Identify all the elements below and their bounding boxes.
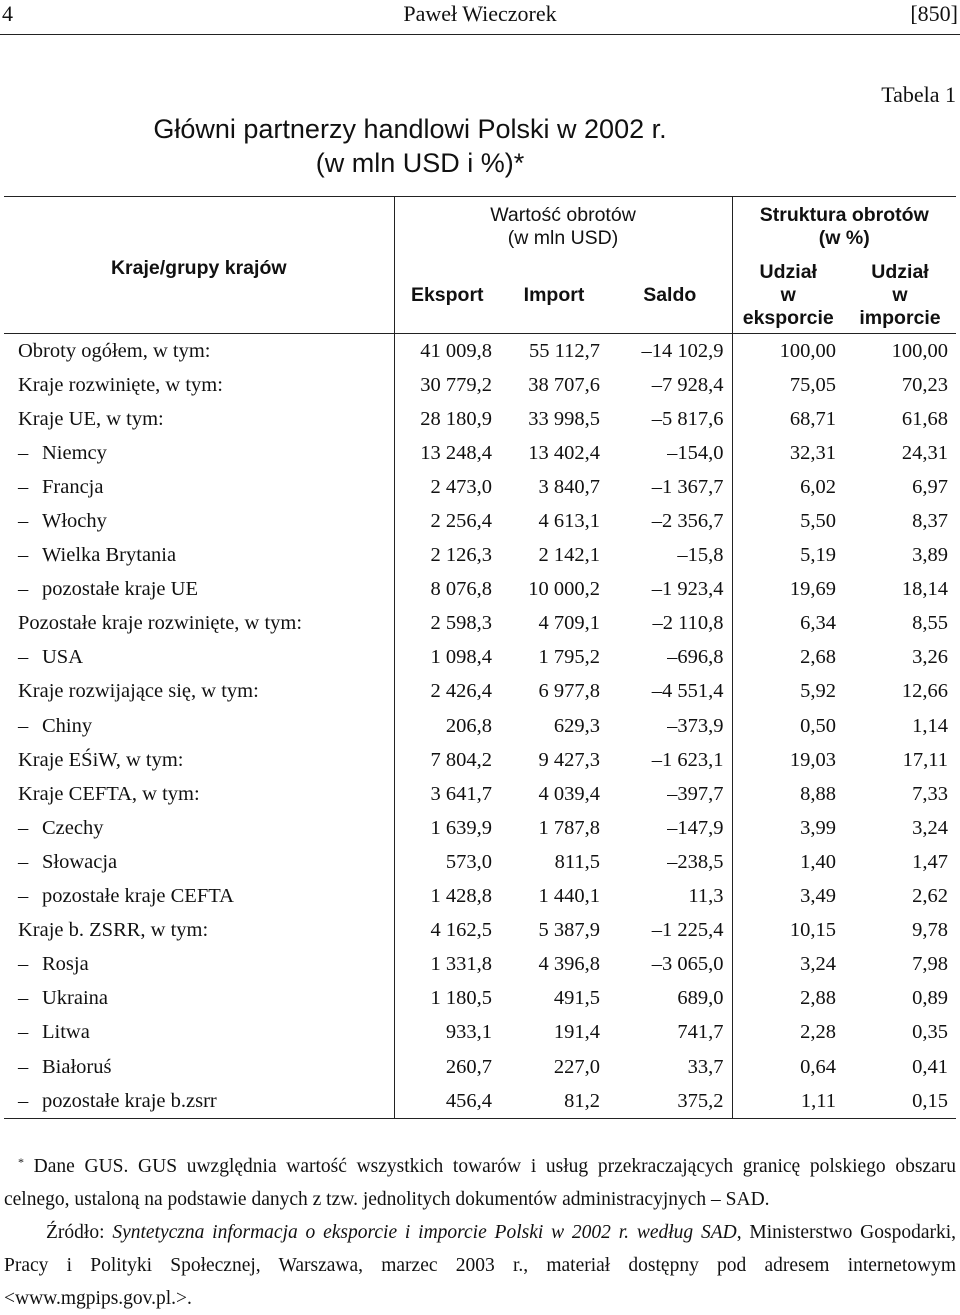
cell-share-export: 5,19 — [732, 539, 844, 573]
cell-share-import: 12,66 — [901, 680, 948, 703]
cell-import: 9 427,3 — [538, 748, 600, 771]
row-name: pozostałe kraje UE — [42, 578, 198, 601]
cell-saldo: –4 551,4 — [651, 680, 724, 703]
cell-export: 573,0 — [394, 845, 500, 879]
cell-share-export: 2,68 — [732, 641, 844, 675]
footnote-text: Dane GUS. GUS uwzględnia wartość wszystkich towarów i usług przekraczających granicę polskiego obszaru celnego, ustaloną na podstawie danych z tzw. jednolitych dokumentów administracyjnych – SAD. — [4, 1156, 956, 1210]
row-label — [4, 436, 394, 470]
col-group-structure-line2: (w %) — [818, 227, 870, 249]
table-subtitle: (w mln USD i %)* — [315, 148, 525, 178]
cell-import: 38 707,6 — [528, 373, 600, 396]
row-name: Wielka Brytania — [42, 544, 177, 567]
row-name: Kraje CEFTA, w tym: — [18, 782, 200, 805]
cell-share-import: 100,00 — [891, 339, 948, 362]
cell-import: 33 998,5 — [528, 407, 600, 430]
row-name: Chiny — [42, 714, 93, 737]
cell-share-import: 0,15 — [844, 1084, 956, 1119]
cell-saldo: –14 102,9 — [641, 339, 724, 362]
cell-saldo: –397,7 — [667, 782, 724, 805]
dash-marker: – — [18, 510, 29, 533]
cell-share-import: 9,78 — [912, 919, 948, 942]
table-row — [4, 1016, 956, 1050]
cell-saldo: 33,7 — [687, 1055, 724, 1078]
cell-export: 260,7 — [394, 1050, 500, 1084]
cell-saldo: –2 110,8 — [652, 612, 724, 635]
cell-share-export: 1,11 — [732, 1084, 844, 1119]
table-row — [4, 1050, 956, 1084]
cell-share-export: 19,69 — [732, 573, 844, 607]
cell-share-import: 17,11 — [902, 748, 948, 771]
cell-share-export: 68,71 — [732, 402, 844, 436]
table-row — [4, 914, 956, 948]
page-header — [0, 0, 960, 30]
row-label — [4, 504, 394, 538]
cell-import: 811,5 — [554, 850, 600, 873]
cell-saldo: –696,8 — [667, 646, 724, 669]
table-row — [4, 607, 956, 641]
table-row — [4, 743, 956, 777]
cell-export: 1 180,5 — [394, 982, 500, 1016]
cell-export: 2 473,0 — [394, 470, 500, 504]
table-row — [4, 334, 956, 369]
cell-share-import: 0,35 — [912, 1021, 948, 1044]
row-label — [4, 743, 394, 777]
table-row — [4, 811, 956, 845]
cell-share-export: 0,64 — [732, 1050, 844, 1084]
footnote — [4, 1150, 956, 1216]
col-header-saldo: Saldo — [608, 257, 732, 334]
table-row — [4, 880, 956, 914]
cell-saldo: –7 928,4 — [651, 373, 724, 396]
cell-export: 2 598,3 — [394, 607, 500, 641]
cell-import: 1 787,8 — [538, 816, 600, 839]
cell-import: 2 142,1 — [538, 544, 600, 567]
table-row — [4, 368, 956, 402]
row-name: Kraje EŚiW, w tym: — [18, 748, 184, 771]
table-row — [4, 675, 956, 709]
row-label — [4, 845, 394, 879]
dash-marker: – — [18, 885, 29, 908]
cell-import: 4 039,4 — [538, 782, 600, 805]
col-group-value — [394, 197, 732, 258]
row-name: Włochy — [42, 510, 107, 533]
cell-export: 2 126,3 — [394, 539, 500, 573]
cell-share-import: 18,14 — [901, 578, 948, 601]
source-prefix: Źródło: — [46, 1222, 113, 1243]
table-row — [4, 1084, 956, 1119]
table-row — [4, 539, 956, 573]
row-name: Kraje rozwijające się, w tym: — [18, 680, 259, 703]
cell-share-export: 1,40 — [732, 845, 844, 879]
col-header-share-import: Udział w imporcie — [844, 257, 956, 334]
cell-share-import: 1,14 — [912, 714, 948, 737]
cell-import: 55 112,7 — [529, 339, 600, 362]
footnote-marker: * — [18, 1155, 24, 1169]
dash-marker: – — [18, 850, 29, 873]
cell-export: 28 180,9 — [394, 402, 500, 436]
cell-share-import: 0,41 — [912, 1055, 948, 1078]
cell-export: 30 779,2 — [394, 368, 500, 402]
dash-marker: – — [18, 953, 29, 976]
cell-share-export: 8,88 — [732, 777, 844, 811]
cell-saldo: 689,0 — [677, 987, 724, 1010]
row-name: Obroty ogółem, w tym: — [18, 339, 211, 362]
cell-share-export: 10,15 — [732, 914, 844, 948]
cell-export: 3 641,7 — [394, 777, 500, 811]
cell-share-export: 100,00 — [732, 334, 844, 369]
page-number: 4 — [2, 1, 13, 26]
cell-saldo: 741,7 — [677, 1021, 724, 1044]
row-label — [4, 1050, 394, 1084]
cell-import: 81,2 — [500, 1084, 608, 1119]
page-reference: [850] — [910, 1, 958, 26]
table-row — [4, 845, 956, 879]
cell-saldo: –15,8 — [677, 544, 724, 567]
cell-share-export: 5,50 — [732, 504, 844, 538]
row-name: Rosja — [42, 953, 89, 976]
dash-marker: – — [18, 1089, 29, 1112]
row-label — [4, 402, 394, 436]
row-label — [4, 982, 394, 1016]
col-header-import: Import — [500, 257, 608, 334]
row-label — [4, 675, 394, 709]
row-label — [4, 641, 394, 675]
row-label — [4, 709, 394, 743]
cell-share-import: 3,26 — [912, 646, 948, 669]
row-name: Ukraina — [42, 987, 109, 1010]
dash-marker: – — [18, 714, 29, 737]
cell-share-export: 75,05 — [732, 368, 844, 402]
dash-marker: – — [18, 1055, 29, 1078]
cell-import: 491,5 — [553, 987, 600, 1010]
row-name: Litwa — [42, 1021, 90, 1044]
cell-import: 191,4 — [553, 1021, 600, 1044]
col-header-share-export: Udział w eksporcie — [732, 257, 844, 334]
col-group-structure — [732, 197, 956, 258]
table-row — [4, 504, 956, 538]
cell-saldo: –147,9 — [667, 816, 724, 839]
col-group-structure-line1: Struktura obrotów — [759, 204, 929, 226]
cell-export: 456,4 — [394, 1084, 500, 1119]
cell-share-import: 61,68 — [901, 407, 948, 430]
cell-share-import: 0,89 — [912, 987, 948, 1010]
cell-saldo: –373,9 — [667, 714, 724, 737]
row-name: Słowacja — [42, 850, 118, 873]
cell-share-import: 7,98 — [912, 953, 948, 976]
cell-saldo: –2 356,7 — [651, 510, 724, 533]
cell-import: 4 709,1 — [538, 612, 600, 635]
cell-saldo: –1 225,4 — [651, 919, 724, 942]
cell-saldo: 375,2 — [608, 1084, 732, 1119]
row-name: Czechy — [42, 816, 104, 839]
cell-share-export: 6,34 — [732, 607, 844, 641]
cell-saldo: –1 623,1 — [651, 748, 724, 771]
table-row — [4, 573, 956, 607]
cell-import: 10 000,2 — [528, 578, 600, 601]
col-header-export: Eksport — [394, 257, 500, 334]
row-label — [4, 368, 394, 402]
col-group-value-line1: Wartość obrotów — [490, 204, 636, 226]
row-label — [4, 914, 394, 948]
cell-import: 5 387,9 — [538, 919, 600, 942]
table-row — [4, 709, 956, 743]
cell-import: 4 613,1 — [538, 510, 600, 533]
cell-export: 13 248,4 — [394, 436, 500, 470]
cell-share-export: 0,50 — [732, 709, 844, 743]
cell-import: 4 396,8 — [538, 953, 600, 976]
row-name: Pozostałe kraje rozwinięte, w tym: — [18, 612, 303, 635]
table-row — [4, 948, 956, 982]
cell-export: 1 098,4 — [394, 641, 500, 675]
source-note — [4, 1216, 956, 1315]
table-row — [4, 982, 956, 1016]
cell-import: 13 402,4 — [528, 441, 600, 464]
row-name: pozostałe kraje b.zsrr — [42, 1089, 217, 1112]
cell-saldo: –238,5 — [667, 850, 724, 873]
cell-share-export: 3,99 — [732, 811, 844, 845]
row-label — [4, 1084, 394, 1119]
dash-marker: – — [18, 646, 29, 669]
header-rule — [0, 34, 960, 35]
cell-export: 1 428,8 — [394, 880, 500, 914]
dash-marker: – — [18, 441, 29, 464]
cell-export: 2 256,4 — [394, 504, 500, 538]
cell-export: 1 331,8 — [394, 948, 500, 982]
cell-import: 227,0 — [553, 1055, 600, 1078]
cell-share-import: 24,31 — [901, 441, 948, 464]
cell-saldo: 11,3 — [688, 885, 724, 908]
cell-saldo: –3 065,0 — [651, 953, 724, 976]
dash-marker: – — [18, 1021, 29, 1044]
row-name: Kraje UE, w tym: — [18, 407, 164, 430]
cell-share-import: 8,55 — [912, 612, 948, 635]
table-title: Główni partnerzy handlowi Polski w 2002 r. — [153, 114, 667, 144]
table-row — [4, 641, 956, 675]
row-name: Niemcy — [42, 441, 107, 464]
dash-marker: – — [18, 578, 29, 601]
row-label — [4, 948, 394, 982]
row-label — [4, 334, 394, 369]
trade-partners-table — [4, 196, 956, 1119]
row-label — [4, 880, 394, 914]
dash-marker: – — [18, 475, 29, 498]
row-label — [4, 573, 394, 607]
cell-import: 3 840,7 — [538, 475, 600, 498]
dash-marker: – — [18, 987, 29, 1010]
row-name: USA — [42, 646, 84, 669]
row-label — [4, 470, 394, 504]
cell-share-export: 5,92 — [732, 675, 844, 709]
cell-saldo: –154,0 — [667, 441, 724, 464]
table-row — [4, 470, 956, 504]
cell-share-export: 2,28 — [732, 1016, 844, 1050]
cell-import: 1 795,2 — [538, 646, 600, 669]
cell-share-import: 8,37 — [912, 510, 948, 533]
table-body — [4, 334, 956, 1119]
cell-share-import: 1,47 — [912, 850, 948, 873]
cell-export: 206,8 — [394, 709, 500, 743]
source-title: Syntetyczna informacja o eksporcie i imporcie Polski w 2002 r. według SAD — [112, 1222, 737, 1243]
row-name: Kraje rozwinięte, w tym: — [18, 373, 223, 396]
cell-share-export: 6,02 — [732, 470, 844, 504]
table-row — [4, 436, 956, 470]
row-label — [4, 1016, 394, 1050]
cell-share-import: 3,89 — [912, 544, 948, 567]
row-label — [4, 539, 394, 573]
cell-import: 6 977,8 — [538, 680, 600, 703]
table-row — [4, 777, 956, 811]
row-name: Białoruś — [42, 1055, 112, 1078]
cell-saldo: –1 367,7 — [651, 475, 724, 498]
row-name: Kraje b. ZSRR, w tym: — [18, 919, 209, 942]
cell-share-import: 7,33 — [912, 782, 948, 805]
cell-share-import: 3,24 — [912, 816, 948, 839]
cell-share-export: 32,31 — [732, 436, 844, 470]
cell-export: 8 076,8 — [394, 573, 500, 607]
source-suffix: , Ministerstwo Gospodarki, Pracy i Polityki Społecznej, Warszawa, marzec 2003 r., materiał dostępny pod adresem internetowym <www.mgpips.gov.pl.>. — [4, 1222, 957, 1309]
cell-share-export: 19,03 — [732, 743, 844, 777]
cell-share-import: 6,97 — [912, 475, 948, 498]
cell-export: 2 426,4 — [394, 675, 500, 709]
cell-export: 7 804,2 — [394, 743, 500, 777]
row-name: pozostałe kraje CEFTA — [42, 885, 234, 908]
cell-share-export: 2,88 — [732, 982, 844, 1016]
cell-saldo: –5 817,6 — [651, 407, 724, 430]
row-label — [4, 607, 394, 641]
row-label — [4, 777, 394, 811]
cell-export: 4 162,5 — [394, 914, 500, 948]
cell-share-import: 70,23 — [901, 373, 948, 396]
cell-import: 629,3 — [553, 714, 600, 737]
cell-export: 1 639,9 — [394, 811, 500, 845]
row-name: Francja — [42, 475, 104, 498]
dash-marker: – — [18, 816, 29, 839]
cell-share-export: 3,24 — [732, 948, 844, 982]
cell-export: 41 009,8 — [394, 334, 500, 369]
col-header-country: Kraje/grupy krajów — [4, 197, 394, 334]
dash-marker: – — [18, 544, 29, 567]
col-group-value-line2: (w mln USD) — [507, 227, 619, 249]
table-row — [4, 402, 956, 436]
cell-export: 933,1 — [394, 1016, 500, 1050]
running-author: Paweł Wieczorek — [403, 1, 557, 26]
cell-share-export: 3,49 — [732, 880, 844, 914]
row-label — [4, 811, 394, 845]
cell-share-import: 2,62 — [912, 885, 948, 908]
cell-import: 1 440,1 — [538, 885, 600, 908]
cell-saldo: –1 923,4 — [651, 578, 724, 601]
table-label: Tabela 1 — [881, 82, 956, 107]
